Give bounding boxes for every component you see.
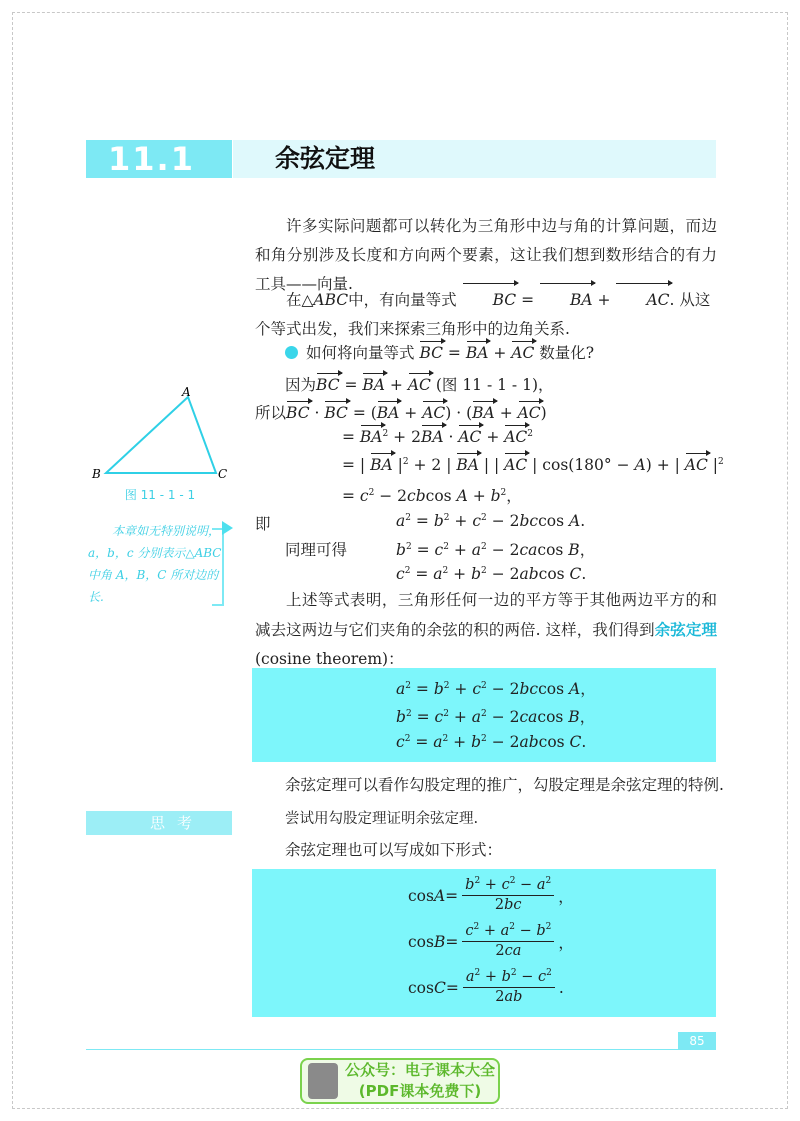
- triangle-figure: [90, 385, 240, 485]
- generalization-text: 余弦定理可以看作勾股定理的推广，勾股定理是余弦定理的特例.: [285, 776, 724, 794]
- question-bullet-icon: [285, 346, 298, 359]
- keyword-cosine-theorem: 余弦定理: [654, 620, 717, 639]
- derivation-line-2: = $BA^2 + 2BA$ · AC + $AC^2$: [342, 428, 534, 446]
- vertex-label-b: B: [92, 467, 101, 481]
- theorem-formula-b: $b^2 = c^2 + a^2 - 2cacos$ B，: [396, 708, 596, 726]
- vertex-label-a: A: [182, 385, 191, 399]
- alt-formula-cos-c: cos C = $\frac{a^2 + b^2 - c^2}{2ab}$ .: [408, 968, 564, 1005]
- section-title: 余弦定理: [275, 144, 376, 173]
- intro-paragraph-1: 许多实际问题都可以转化为三角形中边与角的计算问题，而边和角分别涉及长度和方向两个要素，这让我们想到数形结合的有力工具——向量.: [255, 217, 717, 293]
- derivation-because: 因为BC = BA + AC (图 11 - 1 - 1)，: [285, 376, 554, 394]
- alt-formula-cos-b: cos B = $\frac{c^2 + a^2 - b^2}{2ca}$ ，: [408, 922, 574, 959]
- derivation-result-b: $b^2 = c^2 + a^2 - 2cacos$ B，: [396, 541, 596, 559]
- side-note-bracket: [212, 528, 224, 606]
- conclusion-paragraph: 上述等式表明，三角形任何一边的平方等于其他两边平方的和减去这两边与它们夹角的余弦的积的两倍. 这样，我们得到余弦定理(cosine theorem)：: [255, 591, 717, 668]
- page-number: 85: [678, 1032, 716, 1050]
- intro-paragraph-2: 在△ABC中，有向量等式 BC = BA + AC. 从这个等式出发，我们来探索三角形中的边角关系.: [255, 286, 717, 344]
- watermark-line-1: 公众号：电子课本大全: [345, 1061, 496, 1079]
- derivation-result-c: $c^2 = a^2 + b^2 - 2abcos$ C.: [396, 565, 587, 583]
- think-label: 思考: [86, 811, 232, 835]
- side-note-arrow-icon: [222, 521, 233, 535]
- derivation-line-4: = $c^2 - 2cbcos$ $A + b^2$，: [342, 487, 522, 505]
- section-number: 11.1: [108, 140, 195, 178]
- triangle-abc: [106, 397, 216, 473]
- vertex-label-c: C: [218, 467, 228, 481]
- derivation-line-1: 所以BC · BC = (BA + AC) · (BA + AC): [255, 404, 547, 422]
- theorem-formula-a: $a^2 = b^2 + c^2 - 2bccos$ A，: [396, 680, 596, 698]
- derivation-line-3: = | BA $|^2 + 2$ | BA | | AC | cos(180° − A) + | AC $|^2$: [342, 456, 724, 474]
- theorem-formula-c: $c^2 = a^2 + b^2 - 2abcos$ C.: [396, 733, 587, 751]
- question-line: 如何将向量等式 BC = BA + AC 数量化?: [285, 341, 594, 363]
- derivation-ie: 即: [255, 515, 271, 533]
- side-note: 本章如无特别说明，a，b，c 分别表示△ABC 中角 A，B，C 所对边的长.: [88, 524, 222, 604]
- watermark-line-2: (PDF课本免费下): [358, 1082, 482, 1100]
- figure-caption: 图 11 - 1 - 1: [124, 488, 196, 502]
- derivation-result-a: $a^2 = b^2 + c^2 - 2bccos$ A.: [396, 512, 586, 530]
- derivation-similarly: 同理可得: [285, 541, 348, 559]
- think-prompt: 尝试用勾股定理证明余弦定理.: [285, 811, 479, 827]
- book-icon: [308, 1063, 338, 1099]
- alt-form-intro: 余弦定理也可以写成如下形式：: [285, 841, 503, 859]
- footer-rule: [86, 1049, 716, 1050]
- alt-formula-cos-a: cos A = $\frac{b^2 + c^2 - a^2}{2bc}$ ，: [408, 876, 574, 913]
